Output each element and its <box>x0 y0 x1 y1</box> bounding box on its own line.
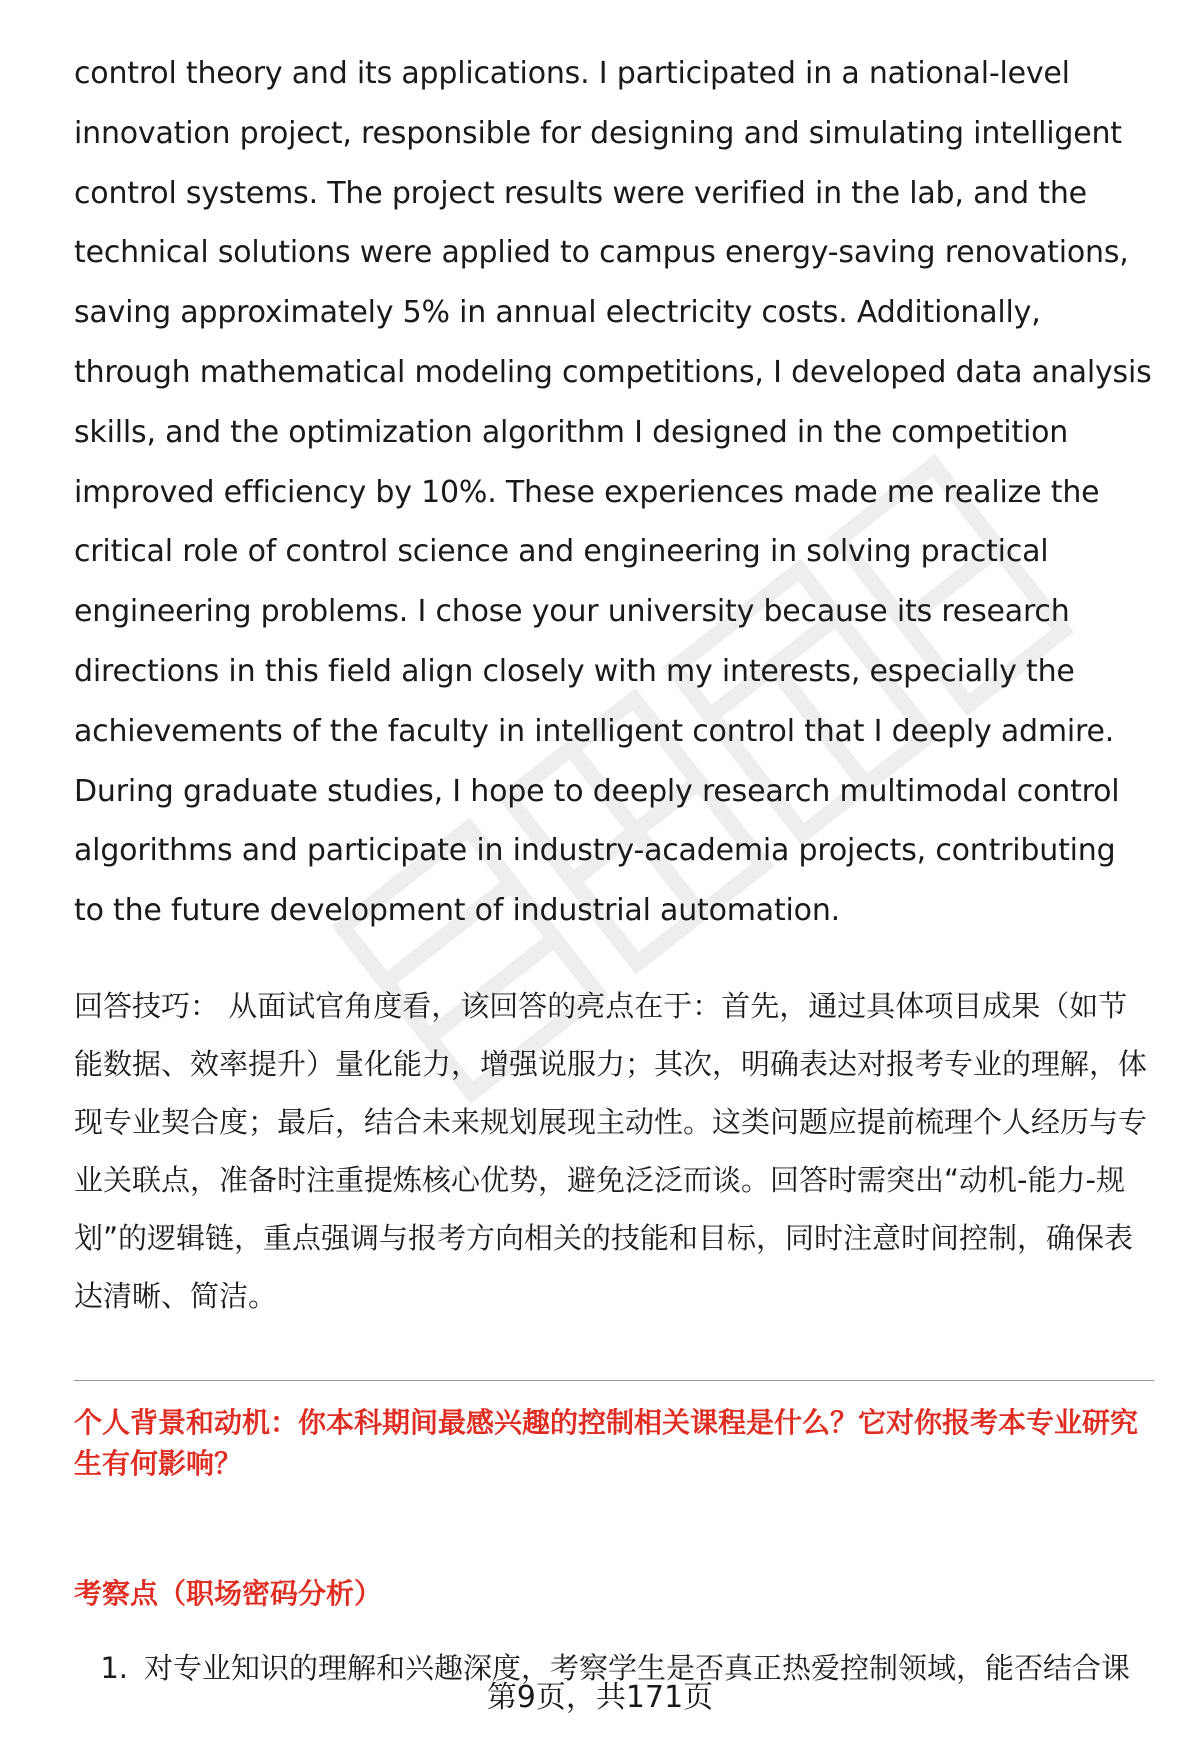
section-heading: 考察点（职场密码分析） <box>74 1577 383 1610</box>
question-heading: 个人背景和动机：你本科期间最感兴趣的控制相关课程是什么？它对你报考本专业研究生有何影响？ <box>74 1406 1139 1480</box>
answer-tips-paragraph: 回答技巧： 从面试官角度看，该回答的亮点在于：首先，通过具体项目成果（如节能数据、效率提升）量化能力，增强说服力；其次，明确表达对报考专业的理解，体现专业契合度；最后，结合未来规划展现主动性。这类问题应提前梳理个人经历与专业关联点，准备时注重提炼核心优势，避免泛泛而谈。回答时需突出“动机-能力-规划”的逻辑链，重点强调与报考方向相关的技能和目标，同时注意时间控制，确保表达清晰、简洁。 <box>74 989 1148 1313</box>
list-item-text: 对专业知识的理解和兴趣深度，考察学生是否真正热爱控制领域，能否结合课 <box>144 1651 1131 1685</box>
english-paragraph: control theory and its applications. I participated in a national-level innovation project, responsible for designing and simulating intelligent control systems. The project results were verified in the lab, and the technical solutions were applied to campus energy-saving renovations, saving approximately 5% in annual electricity costs. Additionally, through mathematical modeling competitions, I developed data analysis skills, and the optimization algorithm I designed in the competition improved efficiency by 10%. These experiences made me realize the critical role of control science and engineering in solving practical engineering problems. I chose your university because its research directions in this field align closely with my interests, especially the achievements of the faculty in intelligent control that I deeply admire. During graduate studies, I hope to deeply research multimodal control algorithms and participate in industry-academia projects, contributing to the future development of industrial automation. <box>74 56 1152 929</box>
section-divider <box>74 1380 1154 1381</box>
page-footer: 第9页，共171页 <box>486 1680 714 1715</box>
document-page <box>74 44 1154 1685</box>
list-item-number: 1. <box>100 1651 128 1685</box>
